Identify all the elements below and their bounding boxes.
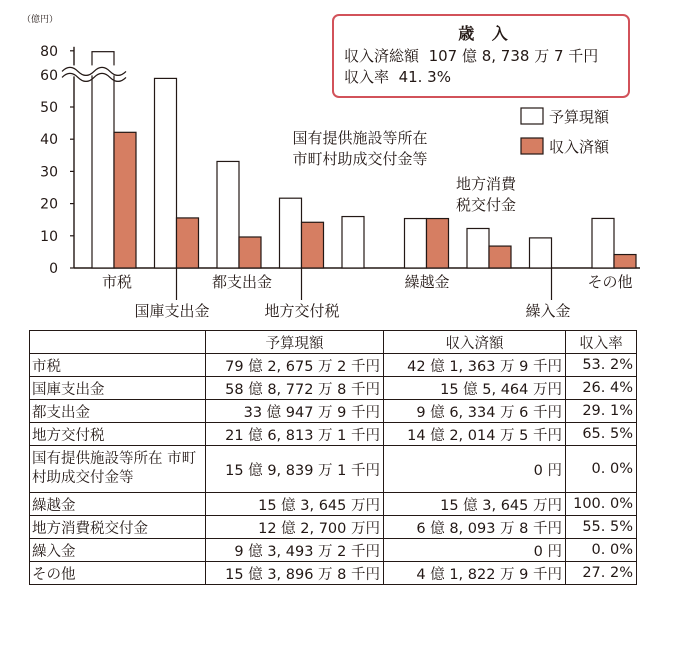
- table-cell-rate: 0. 0%: [566, 446, 637, 493]
- y-tick-label: 0: [49, 261, 58, 277]
- table-cell-rate: 55. 5%: [566, 516, 637, 539]
- table-cell-budget: 58 億 8, 772 万 8 千円: [206, 377, 384, 400]
- table-row: [30, 423, 637, 446]
- table-cell-budget: 15 億 9, 839 万 1 千円: [206, 446, 384, 493]
- bar-budget: [280, 198, 302, 268]
- table-cell-rate: 53. 2%: [566, 354, 637, 377]
- table-cell-category: 国有提供施設等所在 市町村助成交付金等: [30, 446, 206, 493]
- table-row: [30, 539, 637, 562]
- table-cell-actual: 9 億 6, 334 万 6 千円: [384, 400, 566, 423]
- bar-budget: [405, 219, 427, 268]
- table-cell-actual: 0 円: [384, 539, 566, 562]
- table-row: [30, 354, 637, 377]
- y-tick-label: 30: [40, 164, 58, 181]
- table-cell-actual: 15 億 3, 645 万円: [384, 493, 566, 516]
- table-cell-category: 地方消費税交付金: [30, 516, 206, 539]
- category-label: 地方交付税: [264, 302, 340, 320]
- category-label: その他: [587, 273, 633, 291]
- table-header-budget: 予算現額: [206, 331, 384, 354]
- table-cell-actual: 14 億 2, 014 万 5 千円: [384, 423, 566, 446]
- bar-actual: [427, 219, 449, 268]
- table-cell-actual: 0 円: [384, 446, 566, 493]
- bar-actual: [302, 222, 324, 268]
- table-cell-budget: 21 億 6, 813 万 1 千円: [206, 423, 384, 446]
- category-label-line2: 市町村助成交付金等: [292, 150, 428, 168]
- table-row: [30, 493, 637, 516]
- table-cell-budget: 9 億 3, 493 万 2 千円: [206, 539, 384, 562]
- summary-title: 歳 入: [458, 24, 514, 43]
- y-tick-label: 50: [40, 100, 58, 116]
- table-cell-rate: 29. 1%: [566, 400, 637, 423]
- y-tick-label: 60: [40, 67, 58, 84]
- legend-swatch-actual: [521, 138, 543, 154]
- bar-budget: [592, 218, 614, 268]
- table-cell-budget: 15 億 3, 896 万 8 千円: [206, 562, 384, 585]
- summary-rate-value: 41. 3%: [398, 68, 451, 86]
- table-cell-actual: 42 億 1, 363 万 9 千円: [384, 354, 566, 377]
- table-cell-budget: 12 億 2, 700 万円: [206, 516, 384, 539]
- bar-actual: [114, 132, 136, 268]
- y-axis-unit-label: （億円）: [22, 15, 59, 25]
- bar-actual: [614, 255, 636, 268]
- table-cell-category: 国庫支出金: [30, 377, 206, 400]
- bar-budget: [530, 238, 552, 268]
- table-cell-category: 繰入金: [30, 539, 206, 562]
- bar-budget: [155, 78, 177, 268]
- summary-total-value: 107 億 8, 738 万 7 千円: [428, 47, 599, 65]
- table-cell-rate: 0. 0%: [566, 539, 637, 562]
- category-label: 都支出金: [211, 273, 273, 291]
- table-cell-rate: 26. 4%: [566, 377, 637, 400]
- table-cell-rate: 27. 2%: [566, 562, 637, 585]
- legend-label-budget: 予算現額: [549, 108, 610, 126]
- bar-actual: [239, 237, 261, 268]
- table-cell-actual: 4 億 1, 822 万 9 千円: [384, 562, 566, 585]
- bar-actual: [489, 246, 511, 268]
- table-cell-category: 都支出金: [30, 400, 206, 423]
- summary-rate-label: 収入率: [344, 68, 390, 86]
- revenue-table: [29, 330, 637, 585]
- table-cell-budget: 79 億 2, 675 万 2 千円: [206, 354, 384, 377]
- bar-budget: [92, 52, 114, 268]
- summary-total: [344, 46, 628, 67]
- bar-budget: [217, 161, 239, 268]
- table-header-row: [30, 331, 637, 354]
- table-cell-category: 市税: [30, 354, 206, 377]
- legend-swatch-budget: [521, 108, 543, 124]
- category-label: 繰入金: [525, 302, 571, 320]
- table-cell-rate: 65. 5%: [566, 423, 637, 446]
- table-cell-budget: 33 億 947 万 9 千円: [206, 400, 384, 423]
- table-header-rate: 収入率: [566, 331, 637, 354]
- table-row: [30, 400, 637, 423]
- table-row: [30, 446, 637, 493]
- y-tick-label: 20: [40, 196, 58, 213]
- summary-total-label: 収入済総額: [344, 47, 420, 65]
- category-label-line1: 国有提供施設等所在: [292, 129, 428, 147]
- revenue-summary-box: [332, 14, 630, 98]
- table-cell-actual: 6 億 8, 093 万 8 千円: [384, 516, 566, 539]
- category-label-line2: 税交付金: [455, 196, 517, 214]
- table-cell-category: その他: [30, 562, 206, 585]
- table-header-actual: 収入済額: [384, 331, 566, 354]
- table-header-category: [30, 331, 206, 354]
- bar-actual: [177, 218, 199, 268]
- y-tick-label: 80: [40, 43, 58, 60]
- table-cell-category: 繰越金: [30, 493, 206, 516]
- bar-budget: [467, 228, 489, 268]
- category-label: 市税: [101, 273, 133, 291]
- category-label-line1: 地方消費: [455, 175, 517, 193]
- y-tick-label: 40: [40, 132, 58, 149]
- table-cell-actual: 15 億 5, 464 万円: [384, 377, 566, 400]
- table-row: [30, 516, 637, 539]
- legend-label-actual: 収入済額: [549, 138, 610, 156]
- category-label: 繰越金: [404, 273, 450, 291]
- category-label: 国庫支出金: [134, 302, 210, 320]
- table-cell-budget: 15 億 3, 645 万円: [206, 493, 384, 516]
- summary-rate: [344, 67, 628, 88]
- bar-budget: [342, 217, 364, 268]
- table-row: [30, 562, 637, 585]
- table-cell-rate: 100. 0%: [566, 493, 637, 516]
- table-cell-category: 地方交付税: [30, 423, 206, 446]
- y-tick-label: 10: [40, 228, 58, 245]
- table-row: [30, 377, 637, 400]
